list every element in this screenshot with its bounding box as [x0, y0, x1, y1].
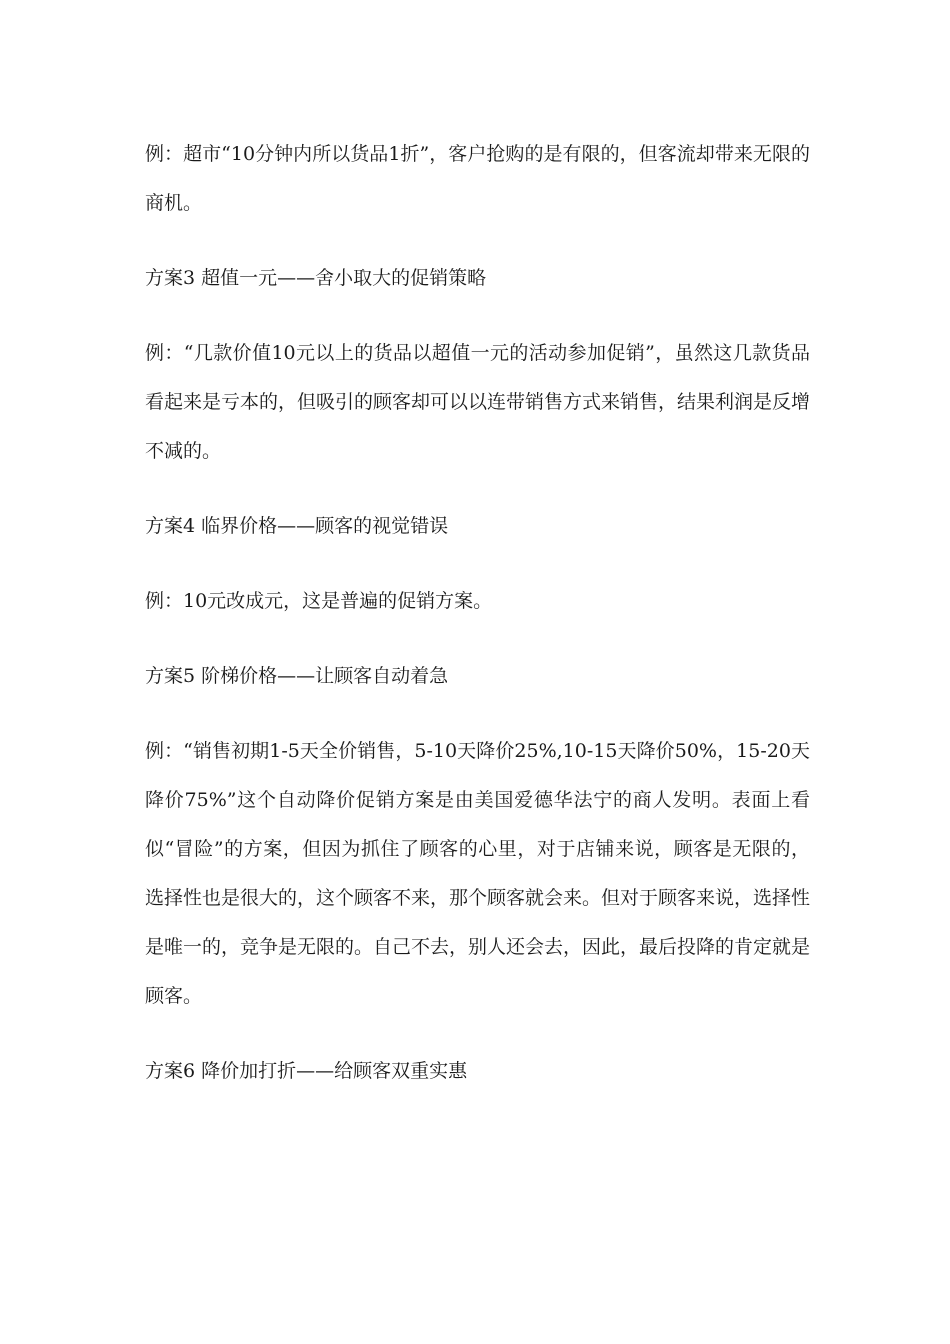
example-paragraph-threshold-price: 例：10元改成元，这是普遍的促销方案。: [145, 590, 493, 612]
example-paragraph-supermarket: 例：超市“10分钟内所以货品1折”，客户抢购的是有限的，但客流却带来无限的商机。: [145, 143, 810, 214]
document-body: [145, 130, 810, 1096]
example-paragraph-one-yuan: 例：“几款价值10元以上的货品以超值一元的活动参加促销”，虽然这几款货品看起来是亏本的，但吸引的顾客却可以以连带销售方式来销售，结果利润是反增不减的。: [145, 342, 811, 462]
heading-plan-4: 方案4 临界价格——顾客的视觉错误: [145, 515, 449, 537]
heading-plan-6: 方案6 降价加打折——给顾客双重实惠: [145, 1060, 468, 1082]
example-paragraph-tiered-price: 例：“销售初期1-5天全价销售，5-10天降价25%,10-15天降价50%，15-20天降价75%”这个自动降价促销方案是由美国爱德华法宁的商人发明。表面上看似“冒险”的方案，但因为抓住了顾客的心里，对于店铺来说，顾客是无限的，选择性也是很大的，这个顾客不来，那个顾客就会来。但对于顾客来说，选择性是唯一的，竞争是无限的。自己不去，别人还会去，因此，最后投降的肯定就是顾客。: [145, 740, 811, 1007]
heading-plan-3: 方案3 超值一元——舍小取大的促销策略: [145, 267, 487, 289]
heading-plan-5: 方案5 阶梯价格——让顾客自动着急: [145, 665, 449, 687]
